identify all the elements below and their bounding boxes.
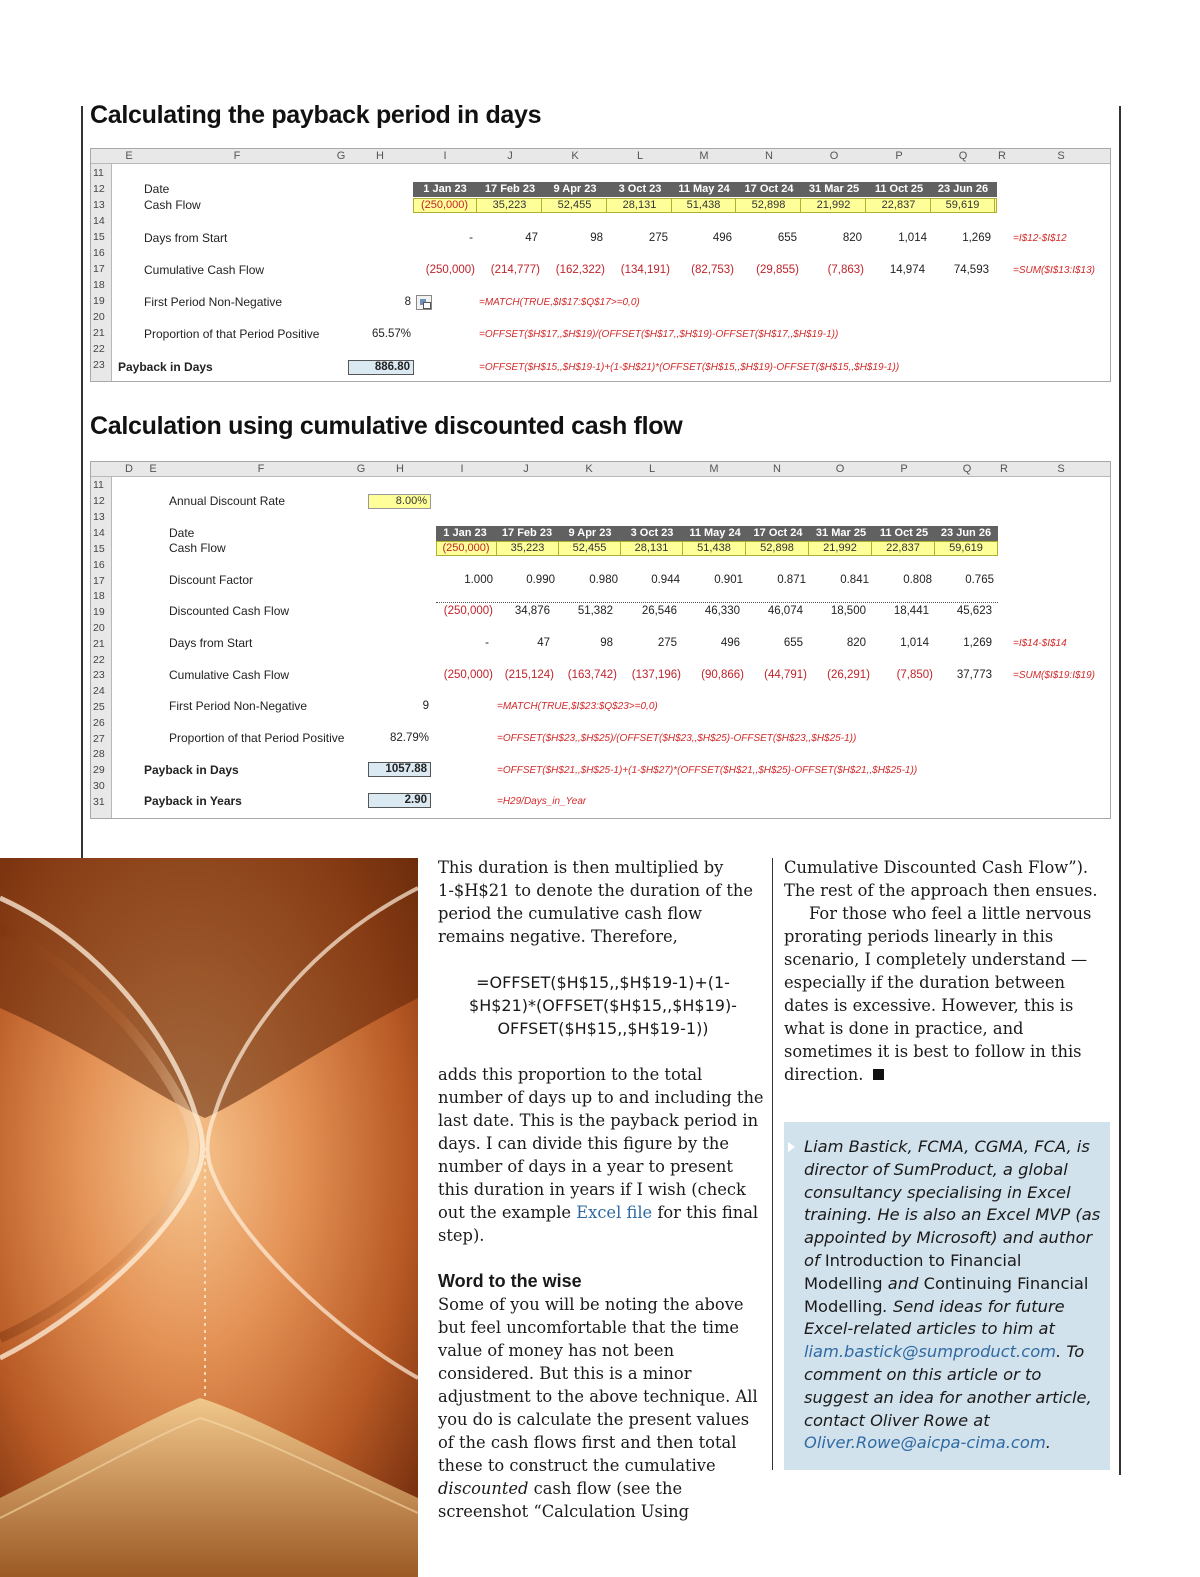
cash-flow-cell[interactable]: 52,455: [559, 541, 621, 556]
days-cell[interactable]: 820: [846, 637, 866, 649]
row-header[interactable]: 15: [93, 231, 105, 243]
cash-flow-cell[interactable]: (250,000): [413, 198, 477, 213]
cash-flow-cell[interactable]: (250,000): [436, 541, 497, 556]
row-header[interactable]: 19: [93, 295, 105, 307]
column-header[interactable]: Q: [958, 150, 968, 162]
hourglass-photo: [0, 858, 418, 1577]
date-cell[interactable]: 3 Oct 23: [618, 183, 662, 195]
section2-title: Calculation using cumulative discounted cash flow: [90, 412, 683, 440]
left-rule-top: [81, 106, 83, 858]
cum-cell[interactable]: (90,866): [701, 669, 744, 681]
cum-cell[interactable]: (250,000): [443, 669, 493, 681]
label-payback-days[interactable]: Payback in Days: [144, 763, 239, 777]
column-header[interactable]: P: [895, 150, 903, 162]
row-header[interactable]: 26: [93, 717, 105, 729]
row-header[interactable]: 23: [93, 359, 105, 371]
row-header[interactable]: 31: [93, 796, 105, 808]
row-header[interactable]: 16: [93, 247, 105, 259]
column-header[interactable]: I: [460, 463, 464, 475]
end-mark-icon: [873, 1069, 884, 1080]
cash-flow-cell[interactable]: 59,619: [931, 198, 995, 213]
column-header[interactable]: M: [709, 463, 719, 475]
date-cell[interactable]: 11 Oct 25: [879, 527, 929, 539]
column-header[interactable]: E: [125, 150, 133, 162]
date-cell[interactable]: 9 Apr 23: [553, 183, 597, 195]
column-headers: [91, 149, 1110, 164]
date-cell[interactable]: 11 May 24: [689, 527, 741, 539]
article-column-1: [438, 856, 768, 1523]
days-cell[interactable]: 820: [842, 232, 862, 244]
df-cell[interactable]: 0.944: [651, 574, 680, 586]
days-cell[interactable]: 655: [783, 637, 803, 649]
label-proportion[interactable]: Proportion of that Period Positive: [169, 731, 345, 745]
cum-cell[interactable]: (215,124): [504, 669, 554, 681]
days-cell[interactable]: 47: [537, 637, 550, 649]
days-cell[interactable]: -: [485, 637, 489, 649]
cash-flow-cell[interactable]: 28,131: [621, 541, 683, 556]
column-header[interactable]: H: [376, 150, 384, 162]
row-header[interactable]: 27: [93, 733, 105, 745]
days-cell[interactable]: 1,269: [962, 232, 991, 244]
column-header[interactable]: L: [636, 150, 644, 162]
payback-years-formula[interactable]: =H29/Days_in_Year: [497, 796, 587, 807]
df-cell[interactable]: 0.765: [965, 574, 994, 586]
days-cell[interactable]: 47: [525, 232, 538, 244]
column-header[interactable]: J: [507, 150, 513, 162]
row-header[interactable]: 30: [93, 780, 105, 792]
days-formula[interactable]: =I$12-$I$12: [1013, 233, 1067, 244]
bio-text: . Send ideas for future Excel-related articles to him at: [804, 1296, 1065, 1339]
column-header[interactable]: K: [571, 150, 579, 162]
label-proportion[interactable]: Proportion of that Period Positive: [144, 327, 320, 341]
cum-formula[interactable]: =SUM($I$19:I$19): [1013, 670, 1095, 681]
cash-flow-cell[interactable]: 51,438: [672, 198, 736, 213]
text: adds this proportion to the total number of days up to and including the last date. This is the payback period in days. I can divide this figure by the number of days in a year to present this duration in years if I wish (check out the example: [438, 1065, 764, 1222]
column-header[interactable]: Q: [962, 463, 972, 475]
column-header[interactable]: N: [773, 463, 781, 475]
row-header[interactable]: 28: [93, 748, 105, 760]
column-header[interactable]: S: [1057, 463, 1065, 475]
payback-years-value[interactable]: 2.90: [368, 793, 431, 808]
cum-cell[interactable]: (134,191): [620, 264, 670, 276]
df-cell[interactable]: 0.990: [526, 574, 555, 586]
row-header[interactable]: 11: [93, 167, 104, 179]
label-discount-rate[interactable]: Annual Discount Rate: [169, 494, 286, 508]
row-header[interactable]: 25: [93, 701, 105, 713]
triangle-marker-icon: [788, 1142, 795, 1152]
date-cell[interactable]: 31 Mar 25: [808, 183, 860, 195]
cum-cell[interactable]: 37,773: [956, 669, 992, 681]
days-cell[interactable]: 1,014: [900, 637, 929, 649]
cum-cell[interactable]: (44,791): [764, 669, 807, 681]
row-header[interactable]: 22: [93, 654, 105, 666]
column-header[interactable]: D: [125, 463, 133, 475]
author-bio-box: [784, 1122, 1110, 1470]
payback-days-formula[interactable]: =OFFSET($H$15,,$H$19-1)+(1-$H$21)*(OFFSET($H$15,,$H$19)-OFFSET($H$15,,$H$19-1)): [479, 362, 900, 373]
label-payback-days[interactable]: Payback in Days: [118, 360, 213, 374]
date-cell[interactable]: 23 Jun 26: [937, 183, 989, 195]
paste-options-icon[interactable]: [416, 295, 432, 310]
row-header[interactable]: 15: [93, 543, 105, 555]
date-cell[interactable]: 1 Jan 23: [423, 183, 467, 195]
date-cell[interactable]: 9 Apr 23: [568, 527, 612, 539]
days-cell[interactable]: 275: [657, 637, 677, 649]
proportion-value[interactable]: 82.79%: [389, 732, 429, 744]
df-cell[interactable]: 1.000: [464, 574, 493, 586]
days-cell[interactable]: 1,269: [963, 637, 992, 649]
section1-title: Calculating the payback period in days: [90, 101, 542, 129]
days-cell[interactable]: 655: [777, 232, 797, 244]
column-header[interactable]: F: [233, 150, 241, 162]
row-header[interactable]: 13: [93, 511, 105, 523]
first-period-formula[interactable]: =MATCH(TRUE,$I$23:$Q$23>=0,0): [497, 701, 658, 712]
bio-text: and: [882, 1273, 924, 1293]
proportion-formula[interactable]: =OFFSET($H$23,,$H$25)/(OFFSET($H$23,,$H$25)-OFFSET($H$23,,$H$25-1)): [497, 733, 857, 744]
column-header[interactable]: K: [585, 463, 593, 475]
label-cumulative-cash-flow[interactable]: Cumulative Cash Flow: [144, 263, 265, 277]
column-header[interactable]: R: [1000, 463, 1008, 475]
row-headers: [91, 164, 112, 381]
cum-cell[interactable]: (29,855): [756, 264, 799, 276]
bio-text: . To comment on this article or to suggest an idea for another article, contact Oliver Rowe at: [804, 1342, 1092, 1430]
column-header[interactable]: E: [149, 463, 157, 475]
row-header[interactable]: 12: [93, 495, 105, 507]
dcf-cell[interactable]: 46,074: [767, 605, 803, 617]
df-cell[interactable]: 0.841: [840, 574, 869, 586]
proportion-formula[interactable]: =OFFSET($H$17,,$H$19)/(OFFSET($H$17,,$H$19)-OFFSET($H$17,,$H$19-1)): [479, 329, 839, 340]
spreadsheet-payback-days: [90, 148, 1111, 382]
paragraph: This duration is then multiplied by 1-$H$21 to denote the duration of the period the cumulative cash flow remains negative. Therefore,: [438, 858, 754, 946]
cum-cell[interactable]: (162,322): [555, 264, 605, 276]
column-header[interactable]: M: [699, 150, 709, 162]
df-cell[interactable]: 0.901: [714, 574, 743, 586]
df-cell[interactable]: 0.808: [903, 574, 932, 586]
row-headers: [91, 477, 112, 818]
row-header[interactable]: 14: [93, 527, 105, 539]
cum-cell[interactable]: (163,742): [567, 669, 617, 681]
cash-flow-cell[interactable]: 35,223: [478, 198, 542, 213]
dcf-cell[interactable]: 46,330: [704, 605, 740, 617]
first-period-value[interactable]: 8: [404, 296, 411, 308]
label-first-period[interactable]: First Period Non-Negative: [169, 699, 308, 713]
row-header[interactable]: 22: [93, 343, 105, 355]
label-days-from-start[interactable]: Days from Start: [169, 636, 253, 650]
row-header[interactable]: 17: [93, 575, 105, 587]
formula-line: =OFFSET($H$15,,$H$19-1)+(1-: [476, 973, 730, 992]
row-header[interactable]: 21: [93, 327, 105, 339]
days-cell[interactable]: 496: [720, 637, 740, 649]
row-header[interactable]: 18: [93, 279, 105, 291]
book-title: Introduction to Financial Modelling: [804, 1250, 1022, 1293]
emphasis: discounted: [438, 1479, 529, 1498]
df-cell[interactable]: 0.980: [589, 574, 618, 586]
text: for this final step).: [438, 1203, 759, 1245]
dcf-cell[interactable]: 18,500: [830, 605, 866, 617]
date-cell[interactable]: 17 Oct 24: [753, 527, 803, 539]
label-first-period[interactable]: First Period Non-Negative: [144, 295, 283, 309]
dcf-cell[interactable]: 51,382: [577, 605, 613, 617]
dcf-cell[interactable]: 18,441: [893, 605, 929, 617]
subheading: Word to the wise: [438, 1271, 582, 1291]
days-cell[interactable]: 275: [648, 232, 668, 244]
bio-text: Liam Bastick, FCMA, CGMA, FCA, is director of SumProduct, a global consultancy specialising in Excel training. He is also an Excel MVP (as appointed by Microsoft) and author of: [804, 1137, 1101, 1270]
column-header[interactable]: F: [257, 463, 265, 475]
book-title: Continuing Financial Modelling: [804, 1273, 1089, 1316]
editor-email-link[interactable]: Oliver.Rowe@aicpa-cima.com: [804, 1433, 1046, 1453]
row-header[interactable]: 19: [93, 606, 105, 618]
days-cell[interactable]: 98: [590, 232, 603, 244]
column-header[interactable]: G: [356, 463, 366, 475]
cum-cell[interactable]: (250,000): [425, 264, 475, 276]
row-header[interactable]: 12: [93, 183, 105, 195]
row-header[interactable]: 14: [93, 215, 105, 227]
label-date[interactable]: Date: [169, 526, 195, 540]
cum-cell[interactable]: (26,291): [827, 669, 870, 681]
label-cash-flow[interactable]: Cash Flow: [144, 198, 201, 212]
cum-formula[interactable]: =SUM($I$13:I$13): [1013, 265, 1095, 276]
cum-cell[interactable]: (214,777): [490, 264, 540, 276]
dcf-cell[interactable]: 45,623: [956, 605, 992, 617]
payback-days-value[interactable]: 886.80: [348, 360, 414, 375]
date-cell[interactable]: 11 May 24: [678, 183, 730, 195]
formula-line: $H$21)*(OFFSET($H$15,,$H$19)-: [469, 996, 737, 1015]
cum-cell[interactable]: (137,196): [631, 669, 681, 681]
cash-flow-cell[interactable]: 52,455: [543, 198, 607, 213]
row-header[interactable]: 20: [93, 311, 105, 323]
cash-flow-cell[interactable]: 22,837: [867, 198, 931, 213]
column-header[interactable]: S: [1057, 150, 1065, 162]
row-header[interactable]: 18: [93, 590, 105, 602]
dcf-cell[interactable]: (250,000): [443, 605, 493, 617]
row-header[interactable]: 29: [93, 764, 105, 776]
first-period-formula[interactable]: =MATCH(TRUE,$I$17:$Q$17>=0,0): [479, 297, 640, 308]
cash-flow-cell[interactable]: 21,992: [809, 541, 872, 556]
proportion-value[interactable]: 65.57%: [371, 328, 411, 340]
paragraph: [784, 902, 1114, 1086]
column-header[interactable]: J: [523, 463, 529, 475]
cash-flow-cell[interactable]: 59,619: [935, 541, 998, 556]
date-cell[interactable]: 17 Feb 23: [484, 183, 536, 195]
text: cash flow (see the screenshot “Calculation Using: [438, 1479, 689, 1521]
cum-cell[interactable]: (7,850): [896, 669, 933, 681]
formula-block: [438, 971, 768, 1040]
paragraph: [438, 1063, 768, 1247]
formula-line: OFFSET($H$15,,$H$19-1)): [497, 1019, 709, 1038]
label-discount-factor[interactable]: Discount Factor: [169, 573, 254, 587]
cash-flow-cell[interactable]: 22,837: [872, 541, 935, 556]
cash-flow-cell[interactable]: 51,438: [683, 541, 746, 556]
cum-cell[interactable]: (7,863): [827, 264, 864, 276]
row-header[interactable]: 20: [93, 622, 105, 634]
row-header[interactable]: 16: [93, 559, 105, 571]
column-header[interactable]: R: [998, 150, 1006, 162]
cash-flow-cell[interactable]: 28,131: [608, 198, 672, 213]
author-email-link[interactable]: liam.bastick@sumproduct.com: [804, 1342, 1057, 1362]
right-rule: [1119, 106, 1121, 1475]
column-header[interactable]: P: [900, 463, 908, 475]
row-header[interactable]: 17: [93, 263, 105, 275]
df-cell[interactable]: 0.871: [777, 574, 806, 586]
cum-cell[interactable]: 74,593: [953, 264, 989, 276]
row-header[interactable]: 13: [93, 199, 105, 211]
cash-flow-cell[interactable]: 35,223: [497, 541, 559, 556]
label-cash-flow[interactable]: Cash Flow: [169, 541, 226, 555]
column-header[interactable]: L: [648, 463, 656, 475]
date-cell[interactable]: 17 Oct 24: [744, 183, 794, 195]
dotted-border: [436, 602, 998, 603]
payback-days-formula[interactable]: =OFFSET($H$21,,$H$25-1)+(1-$H$27)*(OFFSET($H$21,,$H$25)-OFFSET($H$21,,$H$25-1)): [497, 765, 918, 776]
text: Some of you will be noting the above but feel uncomfortable that the time value of money has not been considered. But this is a minor adjustment to the above technique. All you do is calculate the present values of the cash flows first and then total these to construct the cumulative: [438, 1295, 758, 1475]
excel-file-link[interactable]: Excel file: [576, 1203, 653, 1222]
discount-rate-value[interactable]: 8.00%: [368, 494, 431, 509]
payback-days-value[interactable]: 1057.88: [368, 762, 431, 777]
cum-cell[interactable]: (82,753): [691, 264, 734, 276]
cash-flow-cell[interactable]: 21,992: [802, 198, 866, 213]
date-cell[interactable]: 23 Jun 26: [940, 527, 992, 539]
date-cell[interactable]: 11 Oct 25: [874, 183, 924, 195]
label-date[interactable]: Date: [144, 182, 170, 196]
column-header[interactable]: G: [336, 150, 346, 162]
article-column-2: [784, 856, 1114, 1086]
row-header[interactable]: 24: [93, 685, 105, 697]
label-discounted-cash-flow[interactable]: Discounted Cash Flow: [169, 604, 290, 618]
cash-flow-cell[interactable]: 52,898: [737, 198, 801, 213]
label-cumulative-cash-flow[interactable]: Cumulative Cash Flow: [169, 668, 290, 682]
column-divider: [772, 858, 773, 1470]
row-header[interactable]: 23: [93, 669, 105, 681]
days-cell[interactable]: 98: [600, 637, 613, 649]
row-header[interactable]: 21: [93, 638, 105, 650]
column-headers: [91, 462, 1110, 477]
days-formula[interactable]: =I$14-$I$14: [1013, 638, 1067, 649]
dcf-cell[interactable]: 34,876: [514, 605, 550, 617]
date-cell[interactable]: 17 Feb 23: [501, 527, 553, 539]
days-cell[interactable]: 1,014: [898, 232, 927, 244]
column-header[interactable]: I: [443, 150, 447, 162]
spreadsheet-discounted: [90, 461, 1111, 819]
paragraph: Cumulative Discounted Cash Flow”). The rest of the approach then ensues.: [784, 858, 1098, 900]
column-header[interactable]: O: [835, 463, 845, 475]
label-days-from-start[interactable]: Days from Start: [144, 231, 228, 245]
column-header[interactable]: H: [396, 463, 404, 475]
dcf-cell[interactable]: 26,546: [641, 605, 677, 617]
days-cell[interactable]: 496: [712, 232, 732, 244]
bio-text: .: [1045, 1433, 1051, 1453]
date-cell[interactable]: 3 Oct 23: [630, 527, 674, 539]
cum-cell[interactable]: 14,974: [889, 264, 925, 276]
column-header[interactable]: O: [829, 150, 839, 162]
column-header[interactable]: N: [765, 150, 773, 162]
cash-flow-cell[interactable]: 52,898: [746, 541, 809, 556]
text: For those who feel a little nervous prorating periods linearly in this scenario, I completely understand — especially if the duration between dates is excessive. However, this is what is done in practice, and sometimes it is best to follow in this direction.: [784, 904, 1092, 1084]
label-payback-years[interactable]: Payback in Years: [144, 794, 242, 808]
first-period-value[interactable]: 9: [422, 700, 429, 712]
days-cell[interactable]: -: [469, 232, 473, 244]
paragraph: [438, 1293, 768, 1523]
date-cell[interactable]: 31 Mar 25: [815, 527, 867, 539]
date-cell[interactable]: 1 Jan 23: [443, 527, 487, 539]
row-header[interactable]: 11: [93, 479, 104, 491]
